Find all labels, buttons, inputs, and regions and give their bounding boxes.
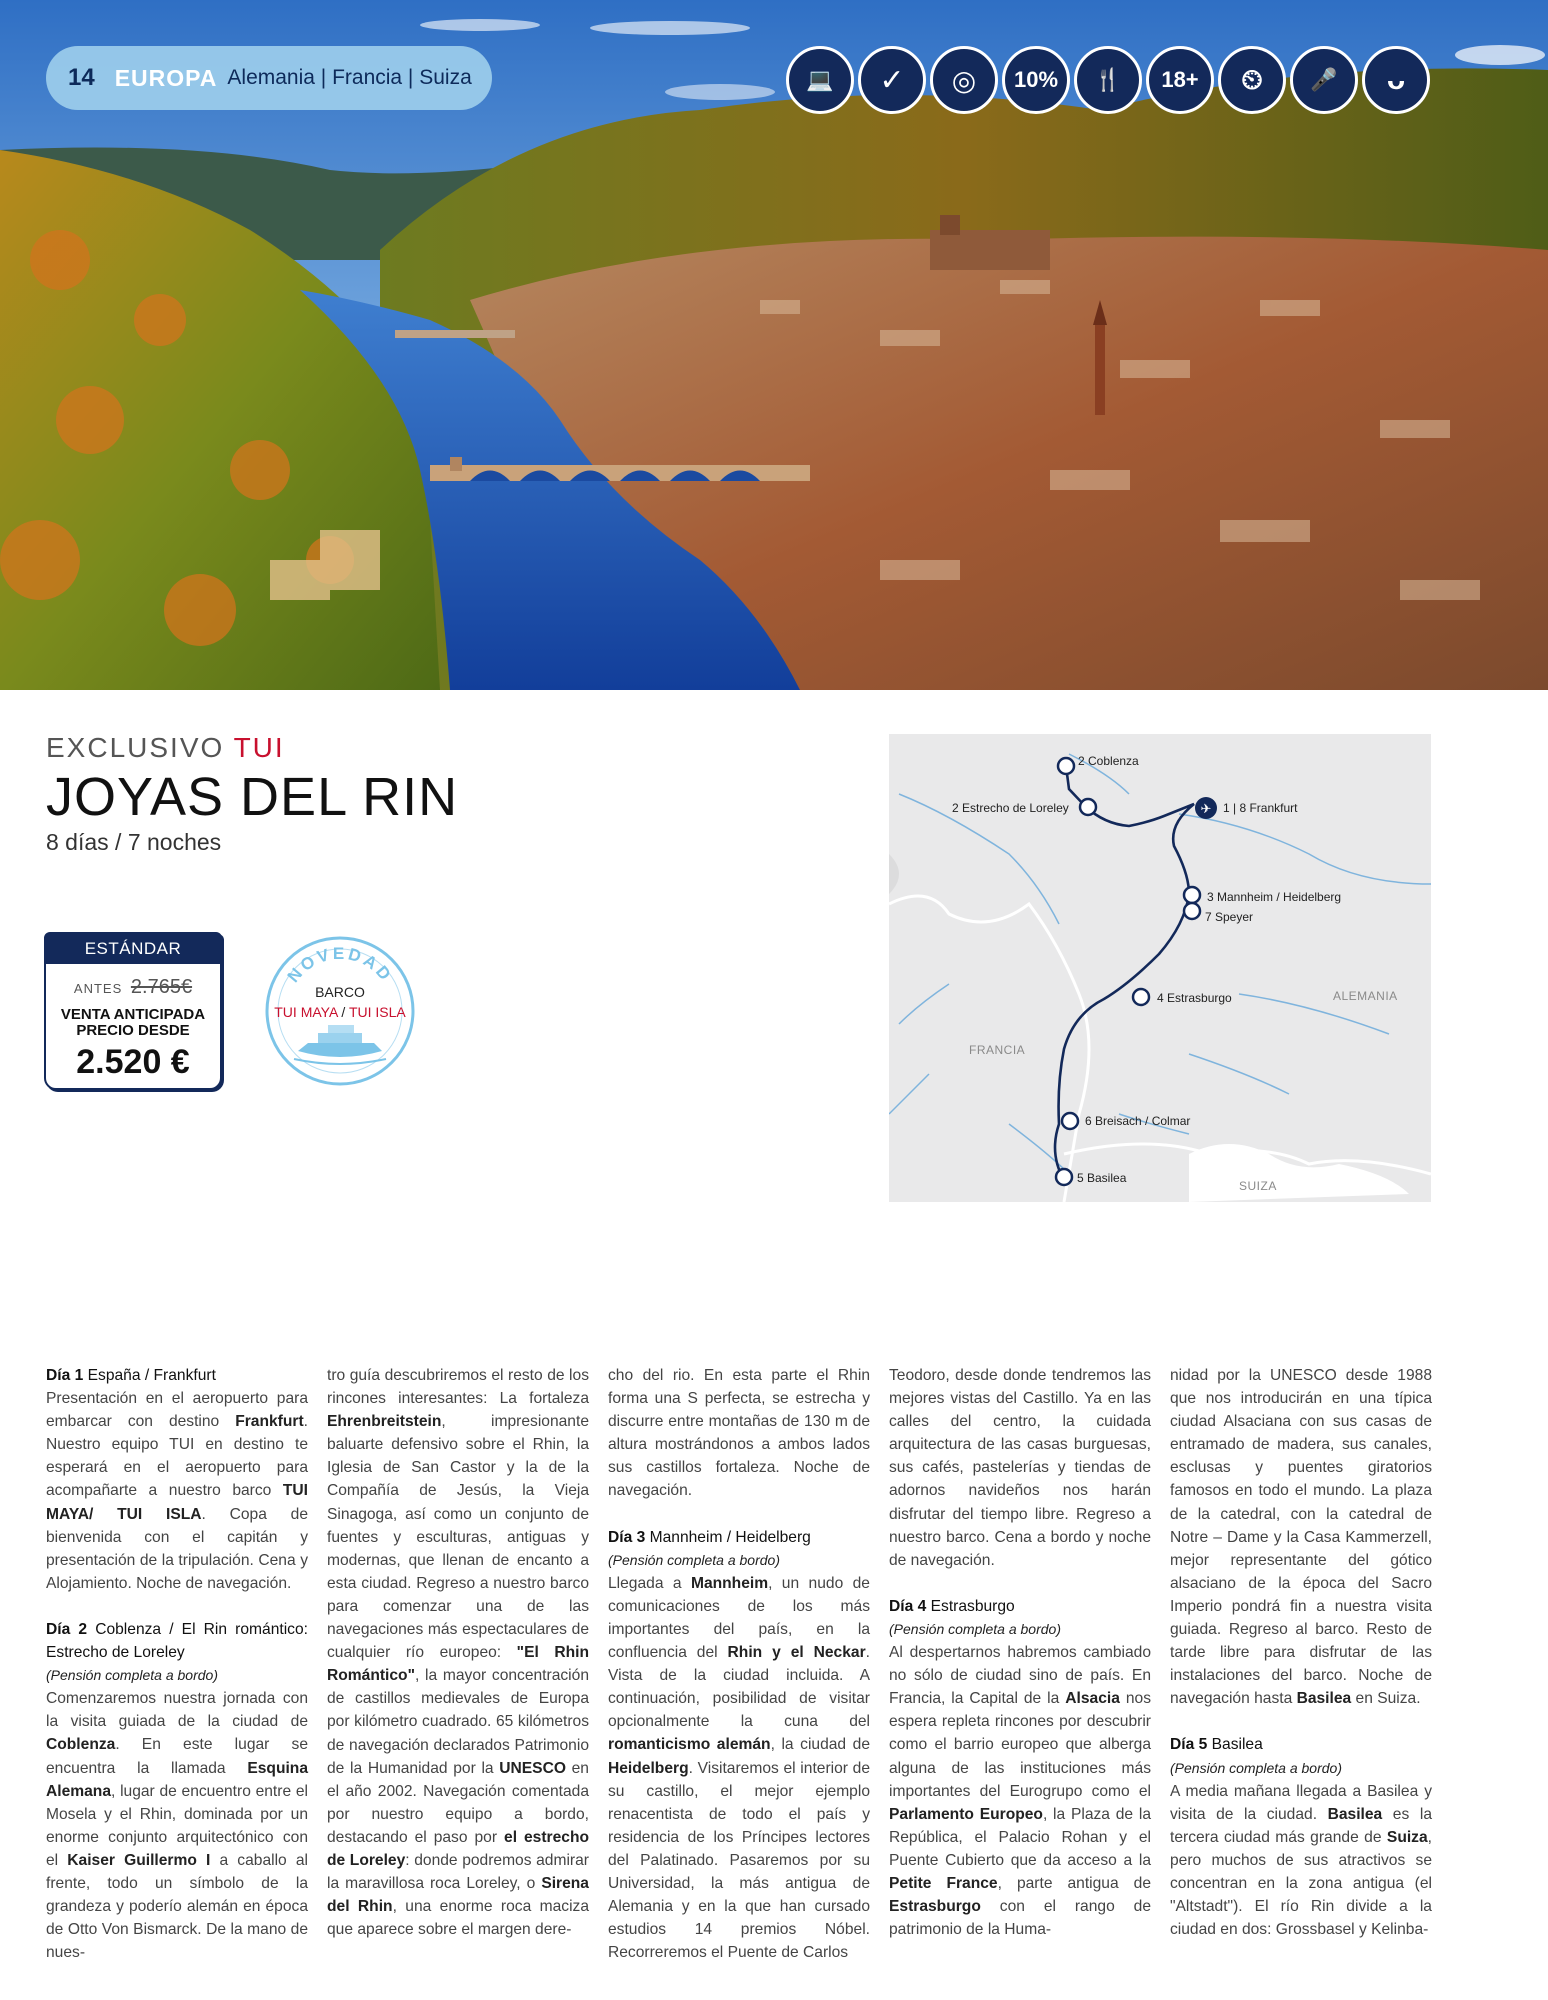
price-label-line1: VENTA ANTICIPADA	[60, 1006, 206, 1023]
map-label-frankfurt: 1 | 8 Frankfurt	[1223, 801, 1298, 815]
day-5-pension: (Pensión completa a bordo)	[1170, 1759, 1342, 1776]
itinerary-column-2	[327, 1364, 589, 1941]
stop-mannheim	[1184, 887, 1200, 903]
price-label	[46, 1007, 220, 1039]
itinerary-column-1	[46, 1364, 308, 1964]
hero-photo	[0, 0, 1548, 690]
day-3-text-cont: Teodoro, desde donde tendremos las mejores vistas del Castillo. Ya en las calles del centro, la cuidada arquitectura de las casas burguesas, sus cafés, pastelerías y tiendas de adornos navideños nos harán disfrutar del tiempo libre. Regreso a nuestro barco. Cena a bordo y noche de navegación.	[889, 1367, 1151, 1569]
stop-speyer	[1184, 903, 1200, 919]
map-country-france: FRANCIA	[969, 1043, 1026, 1057]
day-2-text-cont: tro guía descubriremos el resto de los rincones interesantes: La fortaleza Ehrenbreitstein, impresionante baluarte defensivo sobre el Rhin, la Iglesia de San Castor y la de la Compañía de Jesús, la Vieja Sinagoga, así como un conjunto de fuentes y esculturas, antiguas y modernas, que llenan de encanto a esta ciudad. Regreso a nuestro barco para comenzar una de las navegaciones más espectaculares de cualquier río europeo: "El Rhin Romántico", la mayor concentración de castillos medievales de Europa por kilómetro cuadrado. 65 kilómetros de navegación declarados Patrimonio de la Humanidad por la UNESCO en el año 2002. Navegación comentada por nuestro equipo a bordo, destacando el paso por el estrecho de Loreley: donde podremos admirar la maravillosa roca Loreley, o Sirena del Rhin, una enorme roca maciza que aparece sobre el margen dere-	[327, 1367, 590, 1939]
trip-duration: 8 días / 7 noches	[46, 829, 222, 855]
price-before	[46, 976, 220, 999]
map-label-mannheim: 3 Mannheim / Heidelberg	[1207, 890, 1342, 904]
badge-ring-text: NOVEDAD	[283, 943, 397, 987]
stop-basilea	[1056, 1169, 1072, 1185]
map-label-breisach: 6 Breisach / Colmar	[1085, 1114, 1191, 1128]
day-3-text: Llegada a Mannheim, un nudo de comunicaciones de los más importantes del país, en la confluencia del Rhin y el Neckar. Vista de la ciudad incluida. A continuación, posibilidad de visitar opcionalmente la cuna del romanticismo alemán, la ciudad de Heidelberg. Visitaremos el interior de su castillo, el mejor ejemplo renacentista de todo el país y residencia de los Príncipes lectores del Palatinado. Pasaremos por su Universidad, la más antigua de Alemania y en la que han cursado estudios 14 premios Nóbel. Recorreremos el Puente de Carlos	[608, 1574, 871, 1962]
service-icons-row	[786, 46, 1430, 114]
airport-icon	[1195, 797, 1217, 819]
badge-line1: BARCO	[315, 984, 365, 1000]
stop-breisach	[1062, 1113, 1078, 1129]
stop-coblenza	[1058, 758, 1074, 774]
day-5-heading: Día 5 Basilea	[1170, 1736, 1263, 1754]
route-map	[889, 734, 1431, 1202]
map-label-loreley: 2 Estrecho de Loreley	[952, 801, 1069, 815]
discount-10-icon: 10%	[1002, 46, 1070, 114]
check-icon: ✓	[858, 46, 926, 114]
map-country-germany: ALEMANIA	[1333, 989, 1398, 1003]
day-2-pension: (Pensión completa a bordo)	[46, 1667, 218, 1684]
region-name: EUROPA	[114, 64, 218, 91]
novedad-badge	[264, 935, 416, 1087]
countries-list: Alemania | Francia | Suiza	[227, 66, 472, 89]
day-1-text: Presentación en el aeropuerto para embarcar con destino Frankfurt. Nuestro equipo TUI en destino te esperará en el aeropuerto para acompañarte a nuestro barco TUI MAYA/ TUI ISLA. Copa de bienvenida con el capitán y presentación de la tripulación. Cena y Alojamiento. Noche de navegación.	[46, 1390, 308, 1592]
cutlery-icon: 🍴	[1074, 46, 1142, 114]
stop-estrasburgo	[1133, 989, 1149, 1005]
day-2-text-end: cho del rio. En esta parte el Rhin forma una S perfecta, se estrecha y discurre entre montañas de 130 m de altura mostrándonos a ambos lados sus castillos fortaleza. Noche de navegación.	[608, 1367, 870, 1500]
map-label-speyer: 7 Speyer	[1205, 910, 1254, 924]
day-4-text-cont: nidad por la UNESCO desde 1988 que nos introducirán en una típica ciudad Alsaciana con sus casas de entramado de madera, sus canales, esclusas y puentes giratorios famosos en todo el mundo. La plaza de la catedral, con la catedral de Notre – Dame y la Casa Kammerzell, mejor representante del gótico alsaciano de la época del Sacro Imperio pondrá fin a nuestra visita guiada. Regreso al barco. Resto de tarde libre para disfrutar de las instalaciones del barco. Noche de navegación hasta Basilea en Suiza.	[1170, 1367, 1432, 1708]
adults-only-icon: 18+	[1146, 46, 1214, 114]
clock-coins-icon: ⏲	[1218, 46, 1286, 114]
map-label-coblenza: 2 Coblenza	[1078, 754, 1139, 768]
exclusive-brand: TUI	[233, 732, 285, 763]
day-4-pension: (Pensión completa a bordo)	[889, 1620, 1061, 1637]
price-category: ESTÁNDAR	[46, 934, 220, 964]
stop-loreley	[1080, 799, 1096, 815]
rings-icon: ◎	[930, 46, 998, 114]
day-4-text: Al despertarnos habremos cambiado no sólo de ciudad sino de país. En Francia, la Capital de la Alsacia nos espera repleta rincones por descubrir como el barrio europeo que alberga alguna de las instituciones más importantes del Eurogrupo como el Parlamento Europeo, la Plaza de la República, el Palacio Rohan y el Puente Cubierto que da acceso a la Petite France, parte antigua de Estrasburgo con el rango de patrimonio de la Huma-	[889, 1644, 1151, 1939]
old-price: 2.765€	[130, 976, 193, 998]
tui-smile-icon: ᴗ	[1362, 46, 1430, 114]
price-value: 2.520 €	[76, 1043, 190, 1081]
map-label-estrasburgo: 4 Estrasburgo	[1157, 991, 1232, 1005]
exclusive-label	[46, 732, 285, 764]
microphone-icon: 🎤	[1290, 46, 1358, 114]
day-3-pension: (Pensión completa a bordo)	[608, 1551, 780, 1568]
svg-text:✈: ✈	[1200, 802, 1212, 817]
page-number: 14	[68, 64, 95, 91]
trip-title: JOYAS DEL RIN	[46, 767, 459, 827]
day-2-heading: Día 2 Coblenza / El Rin romántico: Estrecho de Loreley	[46, 1620, 308, 1662]
day-4-heading: Día 4 Estrasburgo	[889, 1597, 1015, 1615]
itinerary-column-4	[889, 1364, 1151, 1941]
before-label: ANTES	[73, 981, 123, 996]
laptop-icon: 💻	[786, 46, 854, 114]
price-label-line2: PRECIO DESDE	[76, 1022, 190, 1039]
badge-ships: TUI MAYA / TUI ISLA	[274, 1004, 406, 1020]
map-country-switzerland: SUIZA	[1239, 1179, 1277, 1193]
price-box	[44, 932, 222, 1090]
day-5-text: A media mañana llegada a Basilea y visita de la ciudad. Basilea es la tercera ciudad más grande de Suiza, pero muchos de sus atractivos se concentran en la zona antigua (el "Altstadt"). El río Rin divide a la ciudad en dos: Grossbasel y Kelinba-	[1170, 1782, 1432, 1939]
exclusive-text: EXCLUSIVO	[46, 732, 225, 763]
day-3-heading: Día 3 Mannheim / Heidelberg	[608, 1528, 811, 1546]
itinerary-column-5	[1170, 1364, 1432, 1941]
section-header-pill	[46, 46, 492, 110]
day-1-heading: Día 1 España / Frankfurt	[46, 1367, 216, 1384]
day-2-text: Comenzaremos nuestra jornada con la visita guiada de la ciudad de Coblenza. En este lugar se encuentra la llamada Esquina Alemana, lugar de encuentro entre el Mosela y el Rhin, dominada por un enorme conjunto arquitectónico con el Kaiser Guillermo I a caballo al frente, todo un símbolo de la grandeza y poderío alemán en época de Otto Von Bismarck. De la mano de nues-	[46, 1690, 308, 1962]
itinerary-column-3	[608, 1364, 870, 1964]
map-label-basilea: 5 Basilea	[1077, 1171, 1127, 1185]
